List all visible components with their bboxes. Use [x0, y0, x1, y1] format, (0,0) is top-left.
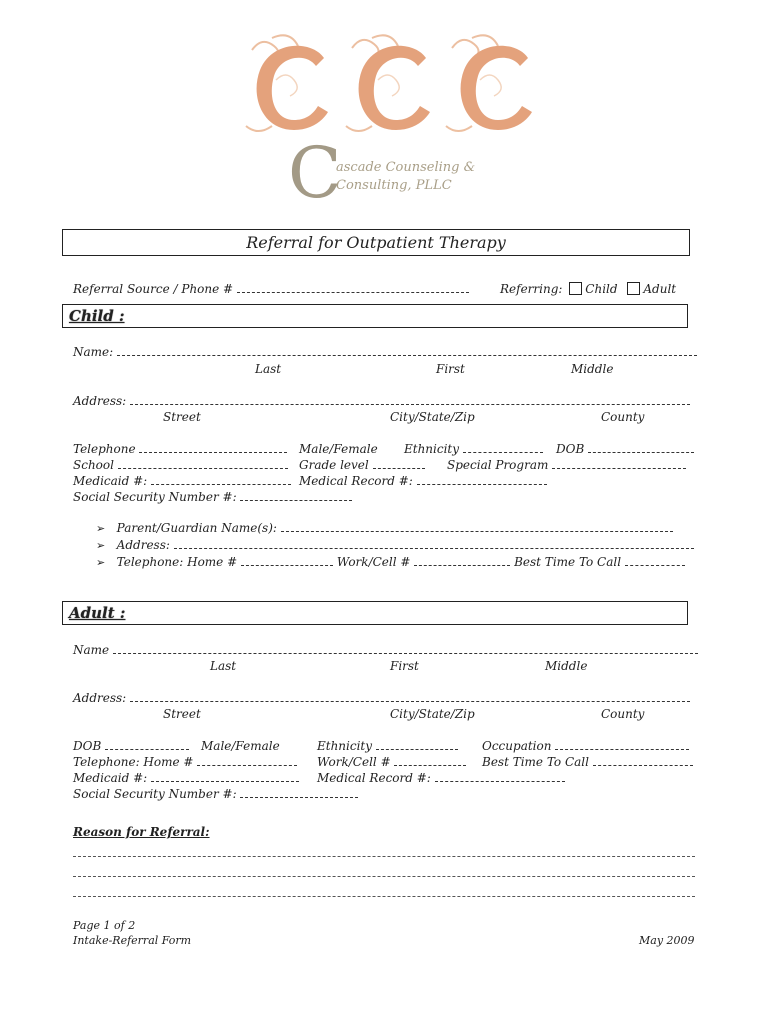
adult-name-last-caption: Last [210, 659, 237, 673]
child-city-caption: City/State/Zip [390, 410, 475, 424]
adult-checkbox[interactable] [627, 282, 640, 295]
adult-ssn-label: Social Security Number #: [73, 787, 237, 801]
adult-medical-record-row [317, 771, 565, 785]
adult-work-cell-row [317, 755, 466, 769]
adult-address-label: Address: [73, 691, 127, 705]
adult-name-row [73, 643, 698, 657]
child-school-field[interactable] [118, 458, 288, 469]
child-telephone-label: Telephone [73, 442, 136, 456]
parent-name-label: Parent/Guardian Name(s): [116, 521, 277, 535]
child-address-field[interactable] [130, 394, 690, 405]
adult-occupation-row [482, 739, 689, 753]
child-ethnicity-field[interactable] [463, 442, 543, 453]
adult-male-female[interactable]: Male/Female [201, 739, 280, 753]
child-medical-record-field[interactable] [417, 474, 547, 485]
adult-ssn-row [73, 787, 358, 801]
adult-address-row [73, 691, 690, 705]
adult-home-phone-field[interactable] [197, 755, 297, 766]
child-name-first-caption: First [436, 362, 465, 376]
adult-address-field[interactable] [130, 691, 690, 702]
form-title-box [62, 229, 690, 256]
adult-option-label: Adult [643, 282, 677, 296]
adult-work-cell-field[interactable] [394, 755, 466, 766]
adult-medicaid-field[interactable] [151, 771, 299, 782]
adult-best-time-row [482, 755, 693, 769]
adult-street-caption: Street [163, 707, 201, 721]
parent-telephone-label: Telephone: Home # [116, 555, 238, 569]
adult-city-caption: City/State/Zip [390, 707, 475, 721]
firm-name-line2: Consulting, PLLC [336, 178, 452, 193]
parent-home-phone-field[interactable] [241, 555, 333, 566]
child-name-last-caption: Last [255, 362, 282, 376]
parent-address-row [96, 538, 694, 553]
arrow-bullet-icon: ➢ [96, 539, 106, 552]
adult-dob-row [73, 739, 189, 753]
child-medicaid-field[interactable] [151, 474, 291, 485]
child-section-header [62, 304, 688, 328]
child-address-label: Address: [73, 394, 127, 408]
adult-ethnicity-field[interactable] [376, 739, 458, 750]
child-dob-label: DOB [556, 442, 585, 456]
form-title: Referral for Outpatient Therapy [246, 233, 506, 252]
parent-best-time-label: Best Time To Call [514, 555, 622, 569]
ccc-logo [232, 30, 542, 142]
adult-name-first-caption: First [390, 659, 419, 673]
child-dob-field[interactable] [588, 442, 694, 453]
child-grade-field[interactable] [373, 458, 425, 469]
child-telephone-field[interactable] [139, 442, 287, 453]
child-row-telephone [73, 442, 287, 456]
referring-row [500, 282, 676, 296]
child-row-school [73, 458, 288, 472]
child-dob-row [556, 442, 694, 456]
firm-name-line1: ascade Counseling & [336, 160, 476, 175]
adult-name-label: Name [73, 643, 110, 657]
adult-work-cell-label: Work/Cell # [317, 755, 391, 769]
footer-form-name: Intake-Referral Form [73, 934, 192, 947]
adult-occupation-label: Occupation [482, 739, 552, 753]
child-county-caption: County [601, 410, 645, 424]
parent-address-field[interactable] [174, 538, 694, 549]
child-option-label: Child [585, 282, 618, 296]
child-heading: Child : [69, 307, 125, 325]
adult-occupation-field[interactable] [555, 739, 689, 750]
adult-county-caption: County [601, 707, 645, 721]
adult-heading: Adult : [69, 604, 126, 622]
reason-line-3[interactable] [73, 896, 695, 897]
child-male-female[interactable]: Male/Female [299, 442, 378, 456]
child-name-label: Name: [73, 345, 114, 359]
footer-date: May 2009 [639, 934, 695, 947]
adult-name-field[interactable] [113, 643, 698, 654]
referral-source-label: Referral Source / Phone # [73, 282, 234, 296]
child-medicaid-label: Medicaid #: [73, 474, 148, 488]
child-address-row [73, 394, 690, 408]
child-special-program-label: Special Program [447, 458, 549, 472]
parent-work-cell-field[interactable] [414, 555, 510, 566]
adult-ethnicity-row [317, 739, 458, 753]
parent-best-time-field[interactable] [625, 555, 685, 566]
parent-telephone-row [96, 555, 685, 570]
referral-source-row [73, 282, 469, 296]
child-name-row [73, 345, 697, 359]
child-street-caption: Street [163, 410, 201, 424]
adult-medicaid-row [73, 771, 299, 785]
adult-medical-record-field[interactable] [435, 771, 565, 782]
parent-work-cell-label: Work/Cell # [336, 555, 411, 569]
arrow-bullet-icon: ➢ [96, 522, 106, 535]
child-ssn-field[interactable] [240, 490, 352, 501]
reason-line-2[interactable] [73, 876, 695, 877]
logo-big-letter: C [288, 132, 342, 214]
referral-source-field[interactable] [237, 282, 469, 293]
child-ssn-row [73, 490, 352, 504]
adult-best-time-field[interactable] [593, 755, 693, 766]
reason-heading: Reason for Referral: [73, 825, 210, 839]
child-grade-label: Grade level [299, 458, 369, 472]
parent-name-row [96, 521, 673, 536]
child-checkbox[interactable] [569, 282, 582, 295]
adult-dob-field[interactable] [105, 739, 189, 750]
child-school-label: School [73, 458, 114, 472]
adult-telephone-label: Telephone: Home # [73, 755, 194, 769]
child-ethnicity-label: Ethnicity [404, 442, 460, 456]
child-row-medicaid [73, 474, 291, 488]
adult-name-middle-caption: Middle [545, 659, 588, 673]
child-ethnicity-row [404, 442, 543, 456]
arrow-bullet-icon: ➢ [96, 556, 106, 569]
child-special-program-field[interactable] [552, 458, 686, 469]
adult-ethnicity-label: Ethnicity [317, 739, 373, 753]
adult-dob-label: DOB [73, 739, 102, 753]
child-grade-row [299, 458, 425, 472]
child-ssn-label: Social Security Number #: [73, 490, 237, 504]
child-medical-record-row [299, 474, 547, 488]
child-name-field[interactable] [117, 345, 697, 356]
parent-name-field[interactable] [281, 521, 673, 532]
adult-section-header [62, 601, 688, 625]
adult-medicaid-label: Medicaid #: [73, 771, 148, 785]
footer-page-number: Page 1 of 2 [73, 919, 136, 932]
referring-label: Referring: [500, 282, 563, 296]
adult-best-time-label: Best Time To Call [482, 755, 589, 769]
adult-ssn-field[interactable] [240, 787, 358, 798]
parent-address-label: Address: [116, 538, 170, 552]
adult-telephone-row [73, 755, 297, 769]
adult-medical-record-label: Medical Record #: [317, 771, 431, 785]
child-medical-record-label: Medical Record #: [299, 474, 413, 488]
child-name-middle-caption: Middle [571, 362, 614, 376]
child-special-program-row [447, 458, 686, 472]
reason-line-1[interactable] [73, 856, 695, 857]
